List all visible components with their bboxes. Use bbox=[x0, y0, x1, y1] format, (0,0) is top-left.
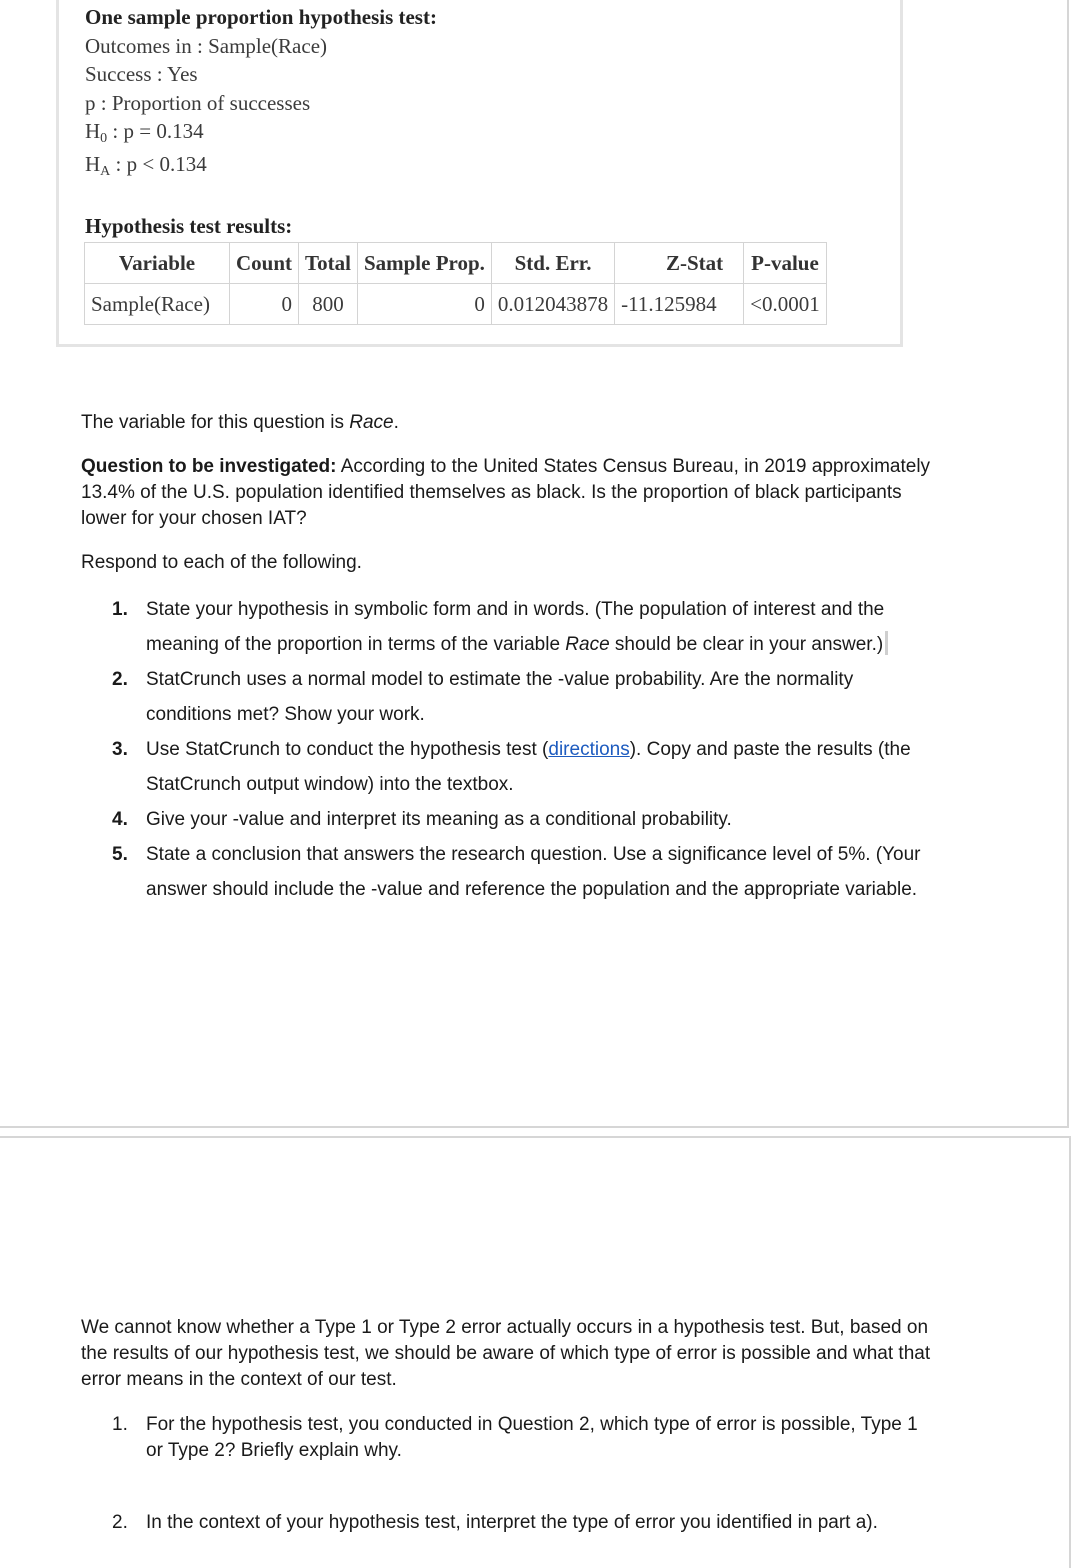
question-list bbox=[112, 592, 942, 907]
test-title: One sample proportion hypothesis test: bbox=[85, 5, 437, 29]
directions-link[interactable]: directions bbox=[548, 739, 630, 760]
header-count: Count bbox=[230, 243, 299, 284]
cell-count: 0 bbox=[230, 284, 299, 325]
outcomes-line: Outcomes in : Sample(Race) bbox=[85, 34, 328, 58]
header-total: Total bbox=[299, 243, 358, 284]
header-variable: Variable bbox=[85, 243, 230, 284]
list-item: 2. StatCrunch uses a normal model to estimate the -value probability. Are the normality conditions met? Show your work. bbox=[112, 669, 854, 725]
results-table bbox=[84, 242, 827, 325]
variable-statement: The variable for this question is Race. bbox=[81, 412, 399, 433]
question-investigated: Question to be investigated: According to the United States Census Bureau, in 2019 approximately 13.4% of the U.S. population identified themselves as black. Is the proportion of black participants lower for your chosen IAT? bbox=[81, 456, 931, 529]
header-p-value: P-value bbox=[744, 243, 827, 284]
alternative-hypothesis: HA : p < 0.134 bbox=[85, 152, 207, 179]
cell-variable: Sample(Race) bbox=[85, 284, 230, 325]
cell-std-err: 0.012043878 bbox=[491, 284, 614, 325]
error-intro: We cannot know whether a Type 1 or Type 2 error actually occurs in a hypothesis test. But, based on the results of our hypothesis test, we should be aware of which type of error is possible and what that error means in the context of our test. bbox=[81, 1317, 931, 1390]
list-item: 5. State a conclusion that answers the research question. Use a significance level of 5%. (Your answer should include the -value and reference the population and the appropriate variable. bbox=[112, 844, 921, 900]
header-std-err: Std. Err. bbox=[491, 243, 614, 284]
p-definition: p : Proportion of successes bbox=[85, 91, 311, 115]
header-sample-prop: Sample Prop. bbox=[357, 243, 491, 284]
list-item: 4. Give your -value and interpret its meaning as a conditional probability. bbox=[112, 809, 732, 830]
list-item: 1. For the hypothesis test, you conducted in Question 2, which type of error is possible, Type 1 or Type 2? Briefly explain why. bbox=[112, 1414, 918, 1461]
header-z-stat: Z-Stat bbox=[615, 243, 744, 284]
table-row bbox=[85, 284, 827, 325]
list-item: 1. State your hypothesis in symbolic form and in words. (The population of interest and the meaning of the proportion in terms of the variable Race should be clear in your answer.) bbox=[112, 592, 942, 662]
cell-sample-prop: 0 bbox=[357, 284, 491, 325]
text-cursor bbox=[885, 631, 888, 655]
list-item: 3. Use StatCrunch to conduct the hypothesis test (directions). Copy and paste the results (the StatCrunch output window) into the textbox. bbox=[112, 739, 911, 795]
results-title: Hypothesis test results: bbox=[85, 214, 293, 238]
respond-instruction: Respond to each of the following. bbox=[81, 552, 362, 573]
null-hypothesis: H0 : p = 0.134 bbox=[85, 119, 204, 146]
success-line: Success : Yes bbox=[85, 62, 198, 86]
list-item: 2. In the context of your hypothesis test, interpret the type of error you identified in part a). bbox=[112, 1512, 878, 1533]
cell-z-stat: -11.125984 bbox=[615, 284, 744, 325]
cell-p-value: <0.0001 bbox=[744, 284, 827, 325]
table-header-row bbox=[85, 243, 827, 284]
cell-total: 800 bbox=[299, 284, 358, 325]
